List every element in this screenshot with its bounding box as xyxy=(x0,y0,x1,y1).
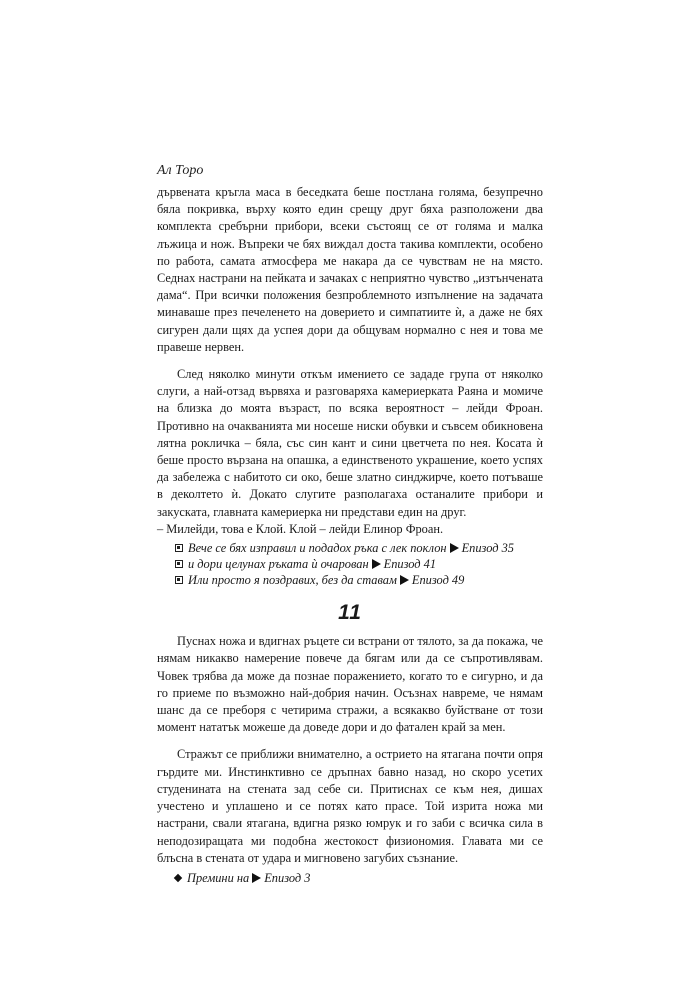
choice-text: Или просто я поздравих, без да ставам xyxy=(188,573,397,588)
paragraph: След няколко минути откъм имението се зададе група от няколко слуги, а най-отзад вървяха и разговаряха камериерката Раяна и момиче на близка до моята възраст, по всяка вероятност – лейди Фроан. Противно на очакванията ми носеше ниски обувки и съвсем обикновена лятна рокличка – бяла, със син кант и сини цветчета по нея. Косата ѝ беше просто вързана на опашка, а единственото украшение, което успях да забележа с набитото си око, беше златно синджирче, което потъваше в деколтето ѝ. Докато слугите разполагаха останалите прибори и закуската, главната камериерка ни представи един на друг. xyxy=(157,367,543,519)
text-body xyxy=(157,184,543,887)
paragraph: Стражът се приближи внимателно, а острието на ятагана почти опря гърдите ми. Инстинктивно се дръпнах бавно назад, но скоро усетих студенината на стената зад себе си. Притиснах се към нея, дишах учестено и уплашено и се потях като прасе. Той изрита ножа ми настрани, свали ятагана, вдигна рязко юмрук и го заби с всичка сила в неподозиращата ми подобна жестокост физиономия. Главата ми се блъсна в стената от удара и мигновено загубих съзнание. xyxy=(157,747,543,865)
nav-text: Премини на xyxy=(187,870,250,885)
choice-episode: Епизод 35 xyxy=(461,541,514,556)
choice-bullet-icon xyxy=(175,544,183,552)
choice-item[interactable] xyxy=(157,556,543,572)
paragraph: Пуснах ножа и вдигнах ръцете си встрани от тялото, за да покажа, че нямам никакво намерение повече да бягам или да се съпротивлявам. Човек трябва да може да познае поражението, когато то е сигурно, и да го приеме по възможно най-добрия начин. Осъзнах навреме, че нямам шанс да се преборя с четирима стражи, а всякакво буйстване от този момент нататък можеше да доведе дори и до фатален край за мен. xyxy=(157,634,543,735)
choice-list xyxy=(157,540,543,588)
dialogue-line: – Милейди, това е Клой. Клой – лейди Елинор Фроан. xyxy=(157,521,444,536)
choice-bullet-icon xyxy=(175,576,183,584)
arrow-right-icon xyxy=(400,575,409,585)
section-number: 11 xyxy=(338,601,362,625)
nav-episode: Епизод 3 xyxy=(264,870,311,885)
choice-bullet-icon xyxy=(175,560,183,568)
paragraph: дървената кръгла маса в беседката беше постлана голяма, безупречно бяла покривка, върху която един срещу друг бяха разположени два комплекта сребърни прибори, всеки състоящ се от голяма и малка лъжица и нож. Въпреки че бях виждал доста такива комплекти, особено по работа, самата атмосфера ме накара да се чувствам не на място. Седнах настрани на пейката и зачаках с неприятно чувство „изтънчената дама“. При всички положения безпроблемното изпълнение на задачата минаваше през печеленето на доверието и симпатиите ѝ, а даже не бях сигурен дали щях да успея дори да общувам нормално с нея и това ме правеше нервен. xyxy=(157,185,543,354)
choice-item[interactable] xyxy=(157,540,543,556)
choice-episode: Епизод 41 xyxy=(383,557,437,572)
arrow-right-icon xyxy=(372,559,381,569)
navigation-link[interactable] xyxy=(157,870,543,887)
choice-text: Вече се бях изправил и подадох ръка с лек поклон xyxy=(188,541,447,556)
choice-item[interactable] xyxy=(157,572,543,588)
diamond-bullet-icon xyxy=(174,874,182,882)
choice-episode: Епизод 49 xyxy=(411,573,465,588)
running-title: Ал Торо xyxy=(157,163,204,178)
arrow-right-icon xyxy=(450,543,459,553)
choice-text: и дори целунах ръката ѝ очарован xyxy=(188,557,369,572)
arrow-right-icon xyxy=(252,873,261,883)
